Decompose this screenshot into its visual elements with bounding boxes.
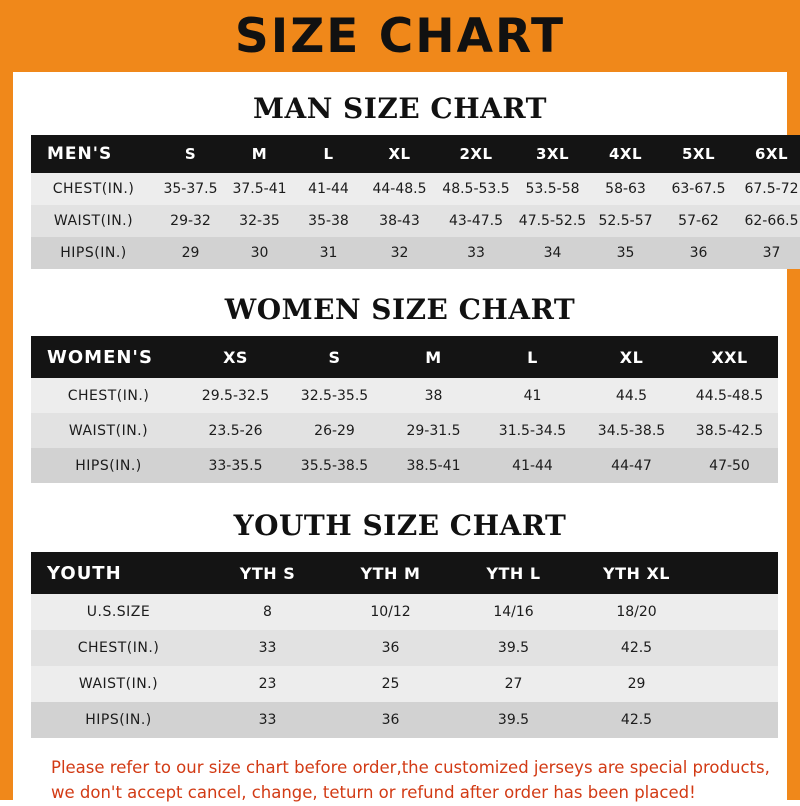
table-cell: 29 [156, 237, 225, 269]
table-row [31, 413, 778, 448]
table-cell: 23 [206, 666, 329, 702]
youth-header-cell: YTH S [206, 552, 329, 594]
table-cell: 67.5-72 [735, 173, 800, 205]
man-row-label: WAIST(IN.) [31, 205, 156, 237]
table-cell: 23.5-26 [186, 413, 285, 448]
women-header-label: WOMEN'S [31, 336, 186, 378]
table-cell: 43-47.5 [436, 205, 516, 237]
table-row [31, 237, 800, 269]
table-cell: 47-50 [681, 448, 778, 483]
table-cell: 52.5-57 [589, 205, 662, 237]
man-header-cell: 5XL [662, 135, 735, 173]
youth-section-title: YOUTH SIZE CHART [233, 509, 567, 542]
women-header-cell: XS [186, 336, 285, 378]
man-row-label: HIPS(IN.) [31, 237, 156, 269]
table-cell: 41 [483, 378, 582, 413]
table-cell: 29.5-32.5 [186, 378, 285, 413]
table-row [31, 378, 778, 413]
women-header-cell: M [384, 336, 483, 378]
man-header-cell: 6XL [735, 135, 800, 173]
table-cell: 36 [329, 630, 452, 666]
table-cell: 47.5-52.5 [516, 205, 589, 237]
table-row [31, 448, 778, 483]
table-cell: 26-29 [285, 413, 384, 448]
youth-row-label: HIPS(IN.) [31, 702, 206, 738]
women-header-cell: XL [582, 336, 681, 378]
table-cell: 8 [206, 594, 329, 630]
table-cell-spacer [698, 702, 778, 738]
table-row [31, 205, 800, 237]
youth-header-cell: YTH M [329, 552, 452, 594]
table-cell: 32-35 [225, 205, 294, 237]
table-cell: 48.5-53.5 [436, 173, 516, 205]
table-cell: 35.5-38.5 [285, 448, 384, 483]
man-header-cell: S [156, 135, 225, 173]
youth-header-spacer [698, 552, 778, 594]
table-cell: 32.5-35.5 [285, 378, 384, 413]
table-cell: 42.5 [575, 702, 698, 738]
table-cell: 36 [662, 237, 735, 269]
table-row [31, 630, 778, 666]
table-cell: 53.5-58 [516, 173, 589, 205]
table-cell: 33 [436, 237, 516, 269]
table-cell: 35 [589, 237, 662, 269]
table-cell: 34 [516, 237, 589, 269]
table-cell: 58-63 [589, 173, 662, 205]
man-row-label: CHEST(IN.) [31, 173, 156, 205]
table-cell: 38 [384, 378, 483, 413]
youth-table-header-row [31, 552, 778, 594]
youth-header-label: YOUTH [31, 552, 206, 594]
women-header-cell: L [483, 336, 582, 378]
table-cell-spacer [698, 594, 778, 630]
table-cell: 41-44 [483, 448, 582, 483]
man-header-cell: L [294, 135, 363, 173]
table-cell: 33 [206, 630, 329, 666]
women-header-cell: XXL [681, 336, 778, 378]
table-cell: 27 [452, 666, 575, 702]
table-cell: 29 [575, 666, 698, 702]
table-cell: 62-66.5 [735, 205, 800, 237]
man-header-label: MEN'S [31, 135, 156, 173]
table-cell: 38.5-41 [384, 448, 483, 483]
man-header-cell: 3XL [516, 135, 589, 173]
man-header-cell: M [225, 135, 294, 173]
women-section-title: WOMEN SIZE CHART [224, 293, 576, 326]
page-banner [0, 0, 800, 72]
women-row-label: CHEST(IN.) [31, 378, 186, 413]
youth-header-cell: YTH L [452, 552, 575, 594]
table-cell: 44.5-48.5 [681, 378, 778, 413]
table-cell: 57-62 [662, 205, 735, 237]
table-row [31, 173, 800, 205]
table-cell: 31 [294, 237, 363, 269]
women-table-header-row [31, 336, 778, 378]
table-cell: 29-32 [156, 205, 225, 237]
youth-row-label: U.S.SIZE [31, 594, 206, 630]
women-row-label: HIPS(IN.) [31, 448, 186, 483]
table-cell: 44-47 [582, 448, 681, 483]
table-row [31, 594, 778, 630]
youth-size-table [31, 552, 778, 738]
man-table-header-row [31, 135, 800, 173]
youth-row-label: WAIST(IN.) [31, 666, 206, 702]
table-cell: 44-48.5 [363, 173, 436, 205]
table-cell: 44.5 [582, 378, 681, 413]
table-cell: 18/20 [575, 594, 698, 630]
table-cell: 39.5 [452, 630, 575, 666]
table-cell: 38.5-42.5 [681, 413, 778, 448]
man-header-cell: XL [363, 135, 436, 173]
order-policy-note [51, 756, 770, 806]
man-header-cell: 4XL [589, 135, 662, 173]
man-size-table [31, 135, 800, 269]
page-title: SIZE CHART [234, 8, 566, 64]
table-cell: 31.5-34.5 [483, 413, 582, 448]
women-row-label: WAIST(IN.) [31, 413, 186, 448]
women-header-cell: S [285, 336, 384, 378]
table-cell-spacer [698, 630, 778, 666]
table-cell: 32 [363, 237, 436, 269]
note-line-2: we don't accept cancel, change, teturn or refund after order has been placed! [51, 782, 696, 802]
man-section-title: MAN SIZE CHART [253, 92, 547, 125]
table-cell: 35-37.5 [156, 173, 225, 205]
table-cell: 14/16 [452, 594, 575, 630]
youth-header-cell: YTH XL [575, 552, 698, 594]
table-cell: 30 [225, 237, 294, 269]
table-cell: 42.5 [575, 630, 698, 666]
table-cell: 37.5-41 [225, 173, 294, 205]
table-cell: 25 [329, 666, 452, 702]
table-cell: 34.5-38.5 [582, 413, 681, 448]
table-cell: 33 [206, 702, 329, 738]
table-cell: 39.5 [452, 702, 575, 738]
table-cell: 29-31.5 [384, 413, 483, 448]
table-cell: 41-44 [294, 173, 363, 205]
table-cell: 10/12 [329, 594, 452, 630]
table-cell: 63-67.5 [662, 173, 735, 205]
table-cell: 35-38 [294, 205, 363, 237]
table-cell: 38-43 [363, 205, 436, 237]
note-line-1: Please refer to our size chart before order,the customized jerseys are special products, [51, 758, 770, 777]
youth-row-label: CHEST(IN.) [31, 630, 206, 666]
table-row [31, 702, 778, 738]
table-cell: 37 [735, 237, 800, 269]
table-cell: 36 [329, 702, 452, 738]
man-header-cell: 2XL [436, 135, 516, 173]
table-cell-spacer [698, 666, 778, 702]
women-size-table [31, 336, 778, 483]
chart-content [13, 92, 799, 806]
table-cell: 33-35.5 [186, 448, 285, 483]
table-row [31, 666, 778, 702]
